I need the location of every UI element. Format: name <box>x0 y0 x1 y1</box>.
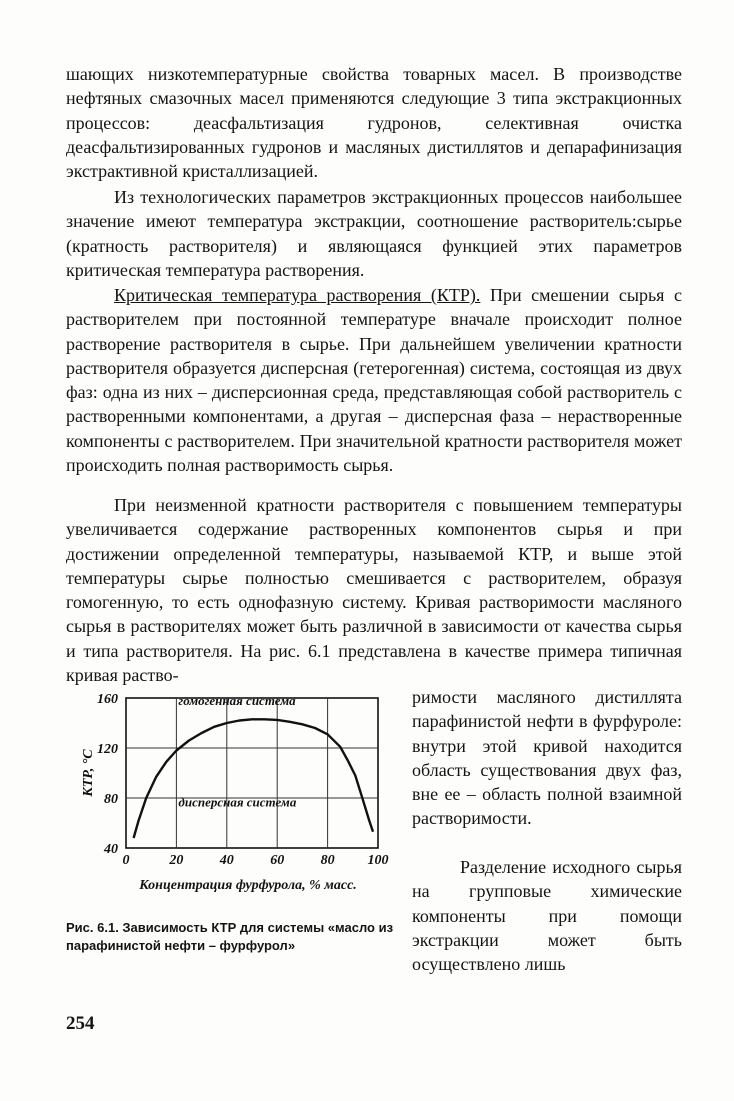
annotation-homogeneous: гомогенная система <box>178 693 296 708</box>
y-axis-label: КТР, °С <box>81 749 96 797</box>
figure-ktr-chart <box>72 690 402 900</box>
x-tick-label: 80 <box>320 853 335 868</box>
paragraph-ktr-definition <box>66 283 682 477</box>
y-tick-label: 40 <box>104 842 118 857</box>
y-tick-label: 120 <box>97 742 118 757</box>
paragraph-temperature-effect: При неизменной кратности растворителя с повышением температуры увеличивается содержание растворенных компонентов сырья и при достижении определенной температуры, называемой КТР, и выше этой температуры сырье полностью смешивается с растворителем, образуя гомогенную, то есть однофазную систему. Кривая растворимости масляного сырья в растворителях может быть различной в зависимости от качества сырья и типа растворителя. На рис. 6.1 представлена в качестве примера типичная кривая раство- <box>66 495 682 686</box>
chart-x-axis-label: Концентрация фурфурола, % масс. <box>139 878 357 893</box>
page-number: 254 <box>66 1013 95 1034</box>
x-tick-label: 100 <box>367 853 389 868</box>
solubility-curve <box>134 719 373 838</box>
paragraph-ktr-body: При смешении сырья с растворителем при постоянной температуре вначале происходит полное растворение растворителя в сырье. При дальнейшем увеличении кратности растворителя образуется дисперсная (гетерогенная) система, состоящая из двух фаз: одна из них – дисперсионная среда, представляющая собой растворитель с растворенными компонентами, а другая – дисперсная фаза – нерастворенные компоненты с растворителем. При значительной кратности растворителя может происходить полная растворимость сырья. <box>66 285 683 476</box>
term-ktr: Критическая температура растворения (КТР). <box>114 285 481 305</box>
paragraph-separation: Разделение исходного сырья на групповые химические компоненты при помощи экстракции может быть осуществлено лишь <box>412 857 682 975</box>
y-tick-label: 80 <box>104 792 118 807</box>
x-tick-label: 40 <box>219 853 234 868</box>
annotation-dispersed: дисперсная система <box>178 794 297 810</box>
paragraph-curve-description: римости масляного дистиллята парафинистой нефти в фурфуроле: внутри этой кривой находится область существования двух фаз, вне ее – область полной взаимной растворимости. <box>412 687 682 829</box>
ktr-chart-svg <box>72 690 402 900</box>
paragraph-extraction-parameters: Из технологических параметров экстракционных процессов наибольшее значение имеют температура экстракции, соотношение растворитель:сырье (кратность растворителя) и являющаяся функцией этих параметров критическая температура растворения. <box>66 187 682 280</box>
y-tick-label: 160 <box>97 692 118 707</box>
x-tick-label: 20 <box>169 853 184 868</box>
x-tick-label: 0 <box>122 853 130 868</box>
paragraph-intro-continued: шающих низкотемпературные свойства товарных масел. В производстве нефтяных смазочных масел применяются следующие 3 типа экстракционных процессов: деасфальтизация гудронов, селективная очистка деасфальтизированных гудронов и масляных дистиллятов и депарафинизация экстрактивной кристаллизацией. <box>66 64 682 182</box>
x-tick-label: 60 <box>270 853 285 868</box>
figure-caption: Рис. 6.1. Зависимость КТР для системы «масло из парафинистой нефти – фурфурол» <box>66 920 394 953</box>
